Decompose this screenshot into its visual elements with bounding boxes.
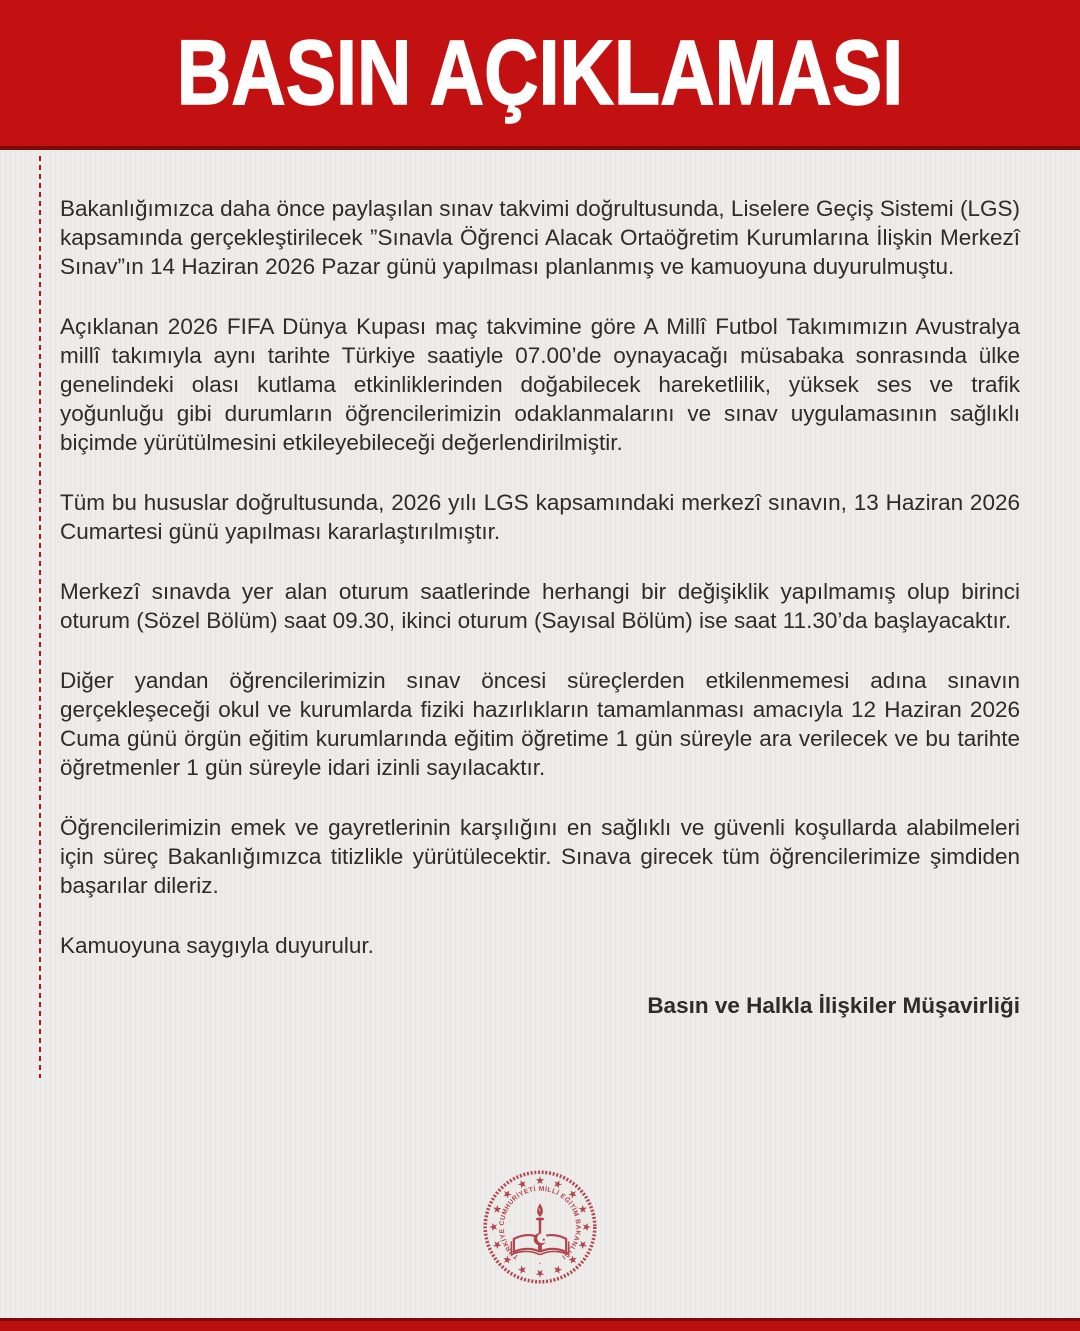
signature: Basın ve Halkla İlişkiler Müşavirliği [647, 993, 1020, 1018]
paragraph-4: Merkezî sınavda yer alan oturum saatlerinde herhangi bir değişiklik yapılmamış olup birinci oturum (Sözel Bölüm) saat 09.30, ikinci oturum (Sayısal Bölüm) ise saat 11.30’da başlayacaktır. [60, 579, 1020, 633]
closing-line: Kamuoyuna saygıyla duyurulur. [60, 933, 374, 958]
page-title: BASIN AÇIKLAMASI [176, 21, 904, 124]
footer-bar [0, 1318, 1080, 1331]
ministry-seal-logo [481, 1168, 599, 1286]
paragraph-5: Diğer yandan öğrencilerimizin sınav öncesi süreçlerden etkilenmemesi adına sınavın gerçekleşeceği okul ve kurumlarda fiziki hazırlıkların tamamlanması amacıyla 12 Haziran 2026 Cuma günü örgün eğitim kurumlarında eğitim öğretime 1 gün süreyle ara verilecek ve bu tarihte öğretmenler 1 gün süreyle idari izinli sayılacaktır. [60, 668, 1020, 780]
body-text [0, 150, 1080, 1051]
seal-torch-icon [536, 1203, 544, 1234]
meb-seal-icon [481, 1168, 599, 1286]
paragraph-2: Açıklanan 2026 FIFA Dünya Kupası maç takvimine göre A Millî Futbol Takımımızın Avustralya millî takımıyla aynı tarihte Türkiye saatiyle 07.00’de oynayacağı müsabaka sonrasında ülke genelindeki olası kutlama etkinliklerinden doğabilecek hareketlilik, yüksek ses ve trafik yoğunluğu gibi durumların öğrencilerimizin odaklanmalarını ve sınav uygulamasının sağlıklı biçimde yürütülmesini etkileyebileceği değerlendirilmiştir. [60, 314, 1020, 455]
paragraph-6: Öğrencilerimizin emek ve gayretlerinin karşılığını en sağlıklı ve güvenli koşullarda alabilmeleri için süreç Bakanlığımızca titizlikle yürütülecektir. Sınava girecek tüm öğrencilerimize şimdiden başarılar dileriz. [60, 815, 1020, 898]
paragraph-1: Bakanlığımızca daha önce paylaşılan sınav takvimi doğrultusunda, Liselere Geçiş Sistemi (LGS) kapsamında gerçekleştirilecek ”Sınavla Öğrenci Alacak Ortaöğretim Kurumlarına İlişkin Merkezî Sınav”ın 14 Haziran 2026 Pazar günü yapılması planlanmış ve kamuoyuna duyurulmuştu. [60, 196, 1020, 279]
seal-circle-text: TÜRKİYE CUMHURİYETİ MİLLİ EĞİTİM BAKANLIĞI [498, 1185, 582, 1261]
seal-separator-dot: · [538, 1258, 542, 1268]
seal-crescent-icon [534, 1233, 547, 1245]
header-banner [0, 0, 1080, 150]
paragraph-3: Tüm bu hususlar doğrultusunda, 2026 yılı LGS kapsamındaki merkezî sınavın, 13 Haziran 2026 Cumartesi günü yapılması kararlaştırılmıştır. [60, 490, 1020, 544]
